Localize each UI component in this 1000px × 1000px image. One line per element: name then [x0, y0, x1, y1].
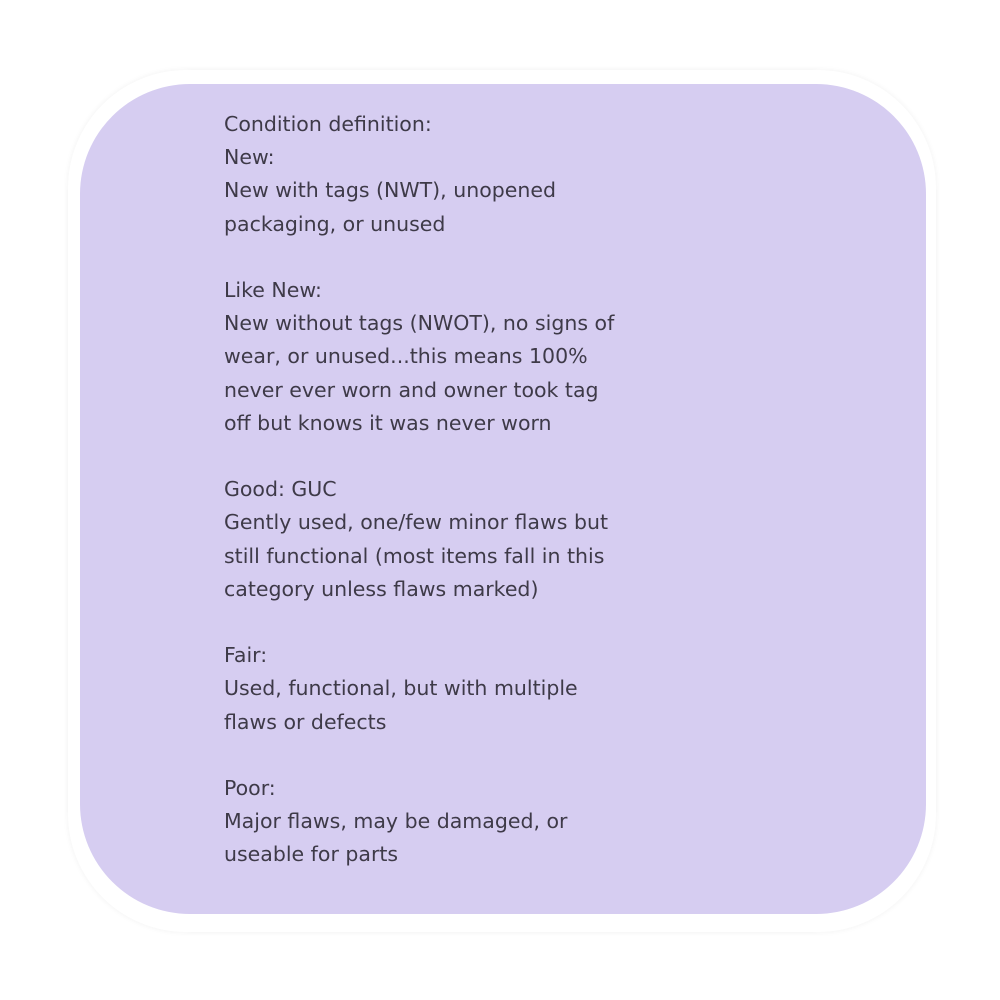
section-gap — [224, 241, 844, 274]
section-line: off but knows it was never worn — [224, 410, 552, 435]
section-line: Used, functional, but with multiple — [224, 676, 578, 701]
note-heading: Condition definition: — [224, 112, 432, 136]
section-title-good: Good: GUC — [224, 477, 337, 502]
section-line: Gently used, one/few minor flaws but — [224, 510, 608, 535]
note-text — [224, 108, 844, 872]
section-gap — [224, 739, 844, 772]
section-line: New without tags (NWOT), no signs of — [224, 311, 615, 336]
section-title-fair: Fair: — [224, 643, 268, 668]
section-gap — [224, 440, 844, 473]
section-line: flaws or defects — [224, 709, 387, 734]
section-title-new: New: — [224, 145, 275, 170]
section-line: category unless flaws marked) — [224, 576, 539, 601]
section-title-like-new: Like New: — [224, 278, 322, 302]
section-line: packaging, or unused — [224, 211, 446, 236]
section-title-poor: Poor: — [224, 776, 276, 800]
section-gap — [224, 606, 844, 639]
section-line: useable for parts — [224, 842, 399, 867]
section-line: New with tags (NWT), unopened — [224, 178, 556, 203]
section-line: still functional (most items fall in this — [224, 543, 605, 568]
section-line: wear, or unused...this means 100% — [224, 344, 588, 369]
section-line: Major flaws, may be damaged, or — [224, 809, 568, 834]
section-line: never ever worn and owner took tag — [224, 377, 599, 402]
